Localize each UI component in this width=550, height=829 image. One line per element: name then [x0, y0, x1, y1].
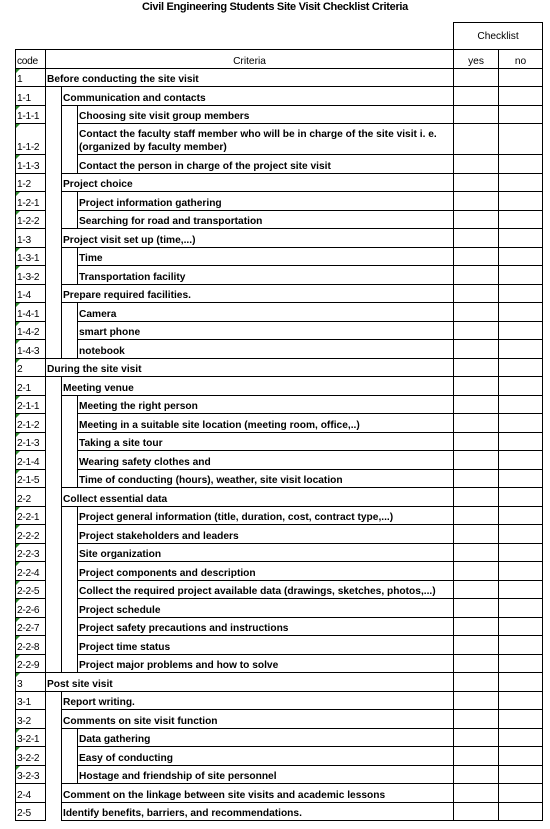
- row-criteria: Camera: [78, 303, 454, 322]
- row-code: 2-2-7: [16, 617, 46, 636]
- row-code: 1-1-3: [16, 155, 46, 174]
- criteria-header: Criteria: [46, 50, 454, 69]
- yes-checkbox[interactable]: [454, 488, 499, 507]
- yes-checkbox[interactable]: [454, 802, 499, 821]
- row-code: 1-1-1: [16, 105, 46, 124]
- indent-cell: [46, 192, 62, 211]
- row-criteria: Collect essential data: [62, 488, 454, 507]
- indent-cell: [62, 599, 78, 618]
- yes-checkbox[interactable]: [454, 124, 499, 155]
- yes-checkbox[interactable]: [454, 765, 499, 784]
- table-row: [16, 210, 543, 229]
- row-code: 2-2-2: [16, 525, 46, 544]
- no-checkbox[interactable]: [499, 340, 543, 359]
- indent-cell: [62, 654, 78, 673]
- yes-checkbox[interactable]: [454, 87, 499, 106]
- row-criteria: Comments on site visit function: [62, 710, 454, 729]
- no-checkbox[interactable]: [499, 155, 543, 174]
- row-code: 2-2-9: [16, 654, 46, 673]
- indent-cell: [46, 562, 62, 581]
- table-row: [16, 691, 543, 710]
- no-checkbox[interactable]: [499, 451, 543, 470]
- indent-cell: [46, 710, 62, 729]
- no-checkbox[interactable]: [499, 525, 543, 544]
- indent-cell: [46, 414, 62, 433]
- row-criteria: smart phone: [78, 321, 454, 340]
- yes-checkbox[interactable]: [454, 728, 499, 747]
- row-criteria: Identify benefits, barriers, and recommendations.: [62, 802, 454, 821]
- no-checkbox[interactable]: [499, 173, 543, 192]
- table-row: [16, 747, 543, 766]
- no-checkbox[interactable]: [499, 432, 543, 451]
- table-row: [16, 599, 543, 618]
- no-checkbox[interactable]: [499, 636, 543, 655]
- no-checkbox[interactable]: [499, 124, 543, 155]
- indent-cell: [62, 580, 78, 599]
- yes-checkbox[interactable]: [454, 340, 499, 359]
- yes-checkbox[interactable]: [454, 747, 499, 766]
- no-checkbox[interactable]: [499, 87, 543, 106]
- checklist-rows: [16, 68, 543, 821]
- row-code: 2-2-5: [16, 580, 46, 599]
- table-row: [16, 266, 543, 285]
- yes-checkbox[interactable]: [454, 229, 499, 248]
- yes-checkbox[interactable]: [454, 525, 499, 544]
- no-checkbox[interactable]: [499, 784, 543, 803]
- no-checkbox[interactable]: [499, 673, 543, 692]
- indent-cell: [62, 321, 78, 340]
- indent-cell: [62, 303, 78, 322]
- table-row: [16, 432, 543, 451]
- row-criteria: Report writing.: [62, 691, 454, 710]
- indent-cell: [46, 525, 62, 544]
- row-code: 2-1-1: [16, 395, 46, 414]
- indent-cell: [46, 105, 62, 124]
- table-row: [16, 765, 543, 784]
- no-checkbox[interactable]: [499, 284, 543, 303]
- no-checkbox[interactable]: [499, 802, 543, 821]
- indent-cell: [46, 340, 62, 359]
- indent-cell: [46, 124, 62, 155]
- indent-cell: [46, 784, 62, 803]
- yes-checkbox[interactable]: [454, 68, 499, 87]
- table-row: [16, 636, 543, 655]
- table-row: [16, 802, 543, 821]
- yes-checkbox[interactable]: [454, 784, 499, 803]
- yes-checkbox[interactable]: [454, 580, 499, 599]
- indent-cell: [46, 87, 62, 106]
- row-criteria: Project components and description: [78, 562, 454, 581]
- yes-checkbox[interactable]: [454, 155, 499, 174]
- table-row: [16, 192, 543, 211]
- row-criteria: Meeting in a suitable site location (meeting room, office,..): [78, 414, 454, 433]
- row-code: 2-2-6: [16, 599, 46, 618]
- checklist-table: [15, 22, 543, 821]
- table-row: [16, 105, 543, 124]
- row-code: 1-2: [16, 173, 46, 192]
- table-row: [16, 543, 543, 562]
- row-code: 2-4: [16, 784, 46, 803]
- indent-cell: [46, 654, 62, 673]
- row-criteria: Collect the required project available data (drawings, sketches, photos,...): [78, 580, 454, 599]
- row-criteria: Data gathering: [78, 728, 454, 747]
- yes-checkbox[interactable]: [454, 691, 499, 710]
- no-checkbox[interactable]: [499, 395, 543, 414]
- yes-checkbox[interactable]: [454, 562, 499, 581]
- yes-checkbox[interactable]: [454, 377, 499, 396]
- table-row: [16, 395, 543, 414]
- indent-cell: [46, 506, 62, 525]
- row-criteria: Project time status: [78, 636, 454, 655]
- yes-checkbox[interactable]: [454, 451, 499, 470]
- row-criteria: Prepare required facilities.: [62, 284, 454, 303]
- yes-checkbox[interactable]: [454, 636, 499, 655]
- row-code: 2-1-5: [16, 469, 46, 488]
- row-criteria: Meeting the right person: [78, 395, 454, 414]
- indent-cell: [46, 617, 62, 636]
- indent-cell: [46, 173, 62, 192]
- no-checkbox[interactable]: [499, 469, 543, 488]
- table-row: [16, 340, 543, 359]
- yes-checkbox[interactable]: [454, 358, 499, 377]
- yes-checkbox[interactable]: [454, 173, 499, 192]
- row-criteria: Project major problems and how to solve: [78, 654, 454, 673]
- row-code: 3-2: [16, 710, 46, 729]
- indent-cell: [62, 451, 78, 470]
- table-row: [16, 710, 543, 729]
- row-criteria: Hostage and friendship of site personnel: [78, 765, 454, 784]
- indent-cell: [46, 543, 62, 562]
- indent-cell: [46, 469, 62, 488]
- row-code: 2-2-3: [16, 543, 46, 562]
- table-row: [16, 155, 543, 174]
- no-checkbox[interactable]: [499, 229, 543, 248]
- no-checkbox[interactable]: [499, 210, 543, 229]
- table-row: [16, 506, 543, 525]
- yes-checkbox[interactable]: [454, 303, 499, 322]
- indent-cell: [46, 432, 62, 451]
- indent-cell: [46, 802, 62, 821]
- row-criteria: Project information gathering: [78, 192, 454, 211]
- indent-cell: [46, 395, 62, 414]
- row-criteria: notebook: [78, 340, 454, 359]
- no-header: no: [499, 50, 543, 69]
- row-code: 3-2-2: [16, 747, 46, 766]
- yes-checkbox[interactable]: [454, 247, 499, 266]
- yes-checkbox[interactable]: [454, 543, 499, 562]
- indent-cell: [46, 321, 62, 340]
- row-code: 1-1: [16, 87, 46, 106]
- no-checkbox[interactable]: [499, 747, 543, 766]
- indent-cell: [62, 562, 78, 581]
- checklist-header: Checklist: [454, 23, 543, 50]
- no-checkbox[interactable]: [499, 654, 543, 673]
- indent-cell: [62, 124, 78, 155]
- table-row: [16, 414, 543, 433]
- row-criteria-line2: (organized by faculty member): [79, 142, 227, 153]
- yes-checkbox[interactable]: [454, 469, 499, 488]
- row-criteria: Project choice: [62, 173, 454, 192]
- indent-cell: [46, 303, 62, 322]
- yes-checkbox[interactable]: [454, 432, 499, 451]
- no-checkbox[interactable]: [499, 765, 543, 784]
- indent-cell: [62, 506, 78, 525]
- yes-checkbox[interactable]: [454, 210, 499, 229]
- table-row: [16, 303, 543, 322]
- row-code: 3-2-1: [16, 728, 46, 747]
- no-checkbox[interactable]: [499, 266, 543, 285]
- no-checkbox[interactable]: [499, 358, 543, 377]
- row-code: 2-2-4: [16, 562, 46, 581]
- row-code: 2: [16, 358, 46, 377]
- table-row: [16, 87, 543, 106]
- indent-cell: [62, 747, 78, 766]
- yes-checkbox[interactable]: [454, 414, 499, 433]
- no-checkbox[interactable]: [499, 728, 543, 747]
- indent-cell: [62, 728, 78, 747]
- row-criteria: Time: [78, 247, 454, 266]
- page-title: Civil Engineering Students Site Visit Checklist Criteria: [141, 1, 408, 13]
- row-criteria: Time of conducting (hours), weather, site visit location: [78, 469, 454, 488]
- row-code: 3-2-3: [16, 765, 46, 784]
- row-code: 1-1-2: [16, 124, 46, 155]
- row-criteria: Project stakeholders and leaders: [78, 525, 454, 544]
- table-row: [16, 525, 543, 544]
- table-row: [16, 488, 543, 507]
- yes-checkbox[interactable]: [454, 654, 499, 673]
- yes-checkbox[interactable]: [454, 192, 499, 211]
- table-row: [16, 617, 543, 636]
- row-code: 1-3-2: [16, 266, 46, 285]
- yes-checkbox[interactable]: [454, 266, 499, 285]
- yes-checkbox[interactable]: [454, 321, 499, 340]
- no-checkbox[interactable]: [499, 247, 543, 266]
- table-row: [16, 321, 543, 340]
- no-checkbox[interactable]: [499, 617, 543, 636]
- yes-checkbox[interactable]: [454, 617, 499, 636]
- indent-cell: [46, 599, 62, 618]
- row-criteria: Project general information (title, duration, cost, contract type,...): [78, 506, 454, 525]
- indent-cell: [46, 580, 62, 599]
- indent-cell: [46, 451, 62, 470]
- row-criteria: Meeting venue: [62, 377, 454, 396]
- no-checkbox[interactable]: [499, 710, 543, 729]
- indent-cell: [62, 395, 78, 414]
- table-row: [16, 247, 543, 266]
- no-checkbox[interactable]: [499, 192, 543, 211]
- table-row: [16, 358, 543, 377]
- table-row: [16, 673, 543, 692]
- row-code: 1-4-2: [16, 321, 46, 340]
- row-code: 1-2-1: [16, 192, 46, 211]
- row-criteria: Choosing site visit group members: [78, 105, 454, 124]
- yes-checkbox[interactable]: [454, 599, 499, 618]
- indent-cell: [46, 155, 62, 174]
- no-checkbox[interactable]: [499, 105, 543, 124]
- no-checkbox[interactable]: [499, 68, 543, 87]
- no-checkbox[interactable]: [499, 506, 543, 525]
- yes-checkbox[interactable]: [454, 673, 499, 692]
- indent-cell: [62, 617, 78, 636]
- yes-checkbox[interactable]: [454, 506, 499, 525]
- row-criteria: Project visit set up (time,...): [62, 229, 454, 248]
- row-code: 1-4: [16, 284, 46, 303]
- indent-cell: [62, 543, 78, 562]
- indent-cell: [62, 247, 78, 266]
- indent-cell: [62, 155, 78, 174]
- table-row: [16, 173, 543, 192]
- indent-cell: [46, 229, 62, 248]
- table-row: [16, 654, 543, 673]
- no-checkbox[interactable]: [499, 543, 543, 562]
- row-criteria: During the site visit: [46, 358, 454, 377]
- indent-cell: [46, 728, 62, 747]
- row-code: 2-1-3: [16, 432, 46, 451]
- indent-cell: [46, 636, 62, 655]
- row-criteria: Site organization: [78, 543, 454, 562]
- row-criteria: Transportation facility: [78, 266, 454, 285]
- row-criteria: Easy of conducting: [78, 747, 454, 766]
- table-row: [16, 229, 543, 248]
- table-row: [16, 728, 543, 747]
- table-row: [16, 284, 543, 303]
- indent-cell: [46, 377, 62, 396]
- no-checkbox[interactable]: [499, 414, 543, 433]
- no-checkbox[interactable]: [499, 303, 543, 322]
- row-criteria: Searching for road and transportation: [78, 210, 454, 229]
- row-code: 2-2-1: [16, 506, 46, 525]
- yes-checkbox[interactable]: [454, 284, 499, 303]
- table-row: [16, 580, 543, 599]
- yes-checkbox[interactable]: [454, 395, 499, 414]
- row-criteria-line1: Contact the faculty staff member who will be in charge of the site visit i. e.: [79, 129, 437, 140]
- table-row: [16, 469, 543, 488]
- no-checkbox[interactable]: [499, 599, 543, 618]
- indent-cell: [62, 765, 78, 784]
- indent-cell: [62, 525, 78, 544]
- indent-cell: [46, 691, 62, 710]
- indent-cell: [62, 266, 78, 285]
- row-criteria: Project schedule: [78, 599, 454, 618]
- row-code: 2-2: [16, 488, 46, 507]
- indent-cell: [46, 488, 62, 507]
- code-header: code: [16, 50, 46, 69]
- row-criteria: Taking a site tour: [78, 432, 454, 451]
- no-checkbox[interactable]: [499, 377, 543, 396]
- row-criteria: Contact the person in charge of the project site visit: [78, 155, 454, 174]
- row-criteria: Wearing safety clothes and: [78, 451, 454, 470]
- indent-cell: [46, 765, 62, 784]
- row-code: 2-1: [16, 377, 46, 396]
- no-checkbox[interactable]: [499, 321, 543, 340]
- row-criteria: Before conducting the site visit: [46, 68, 454, 87]
- row-code: 1-2-2: [16, 210, 46, 229]
- indent-cell: [46, 247, 62, 266]
- row-code: 2-1-2: [16, 414, 46, 433]
- table-row: [16, 562, 543, 581]
- indent-cell: [62, 105, 78, 124]
- yes-checkbox[interactable]: [454, 105, 499, 124]
- indent-cell: [62, 192, 78, 211]
- table-row: [16, 784, 543, 803]
- table-row: [16, 124, 543, 155]
- row-code: 1-4-1: [16, 303, 46, 322]
- indent-cell: [62, 469, 78, 488]
- row-code: 2-1-4: [16, 451, 46, 470]
- no-checkbox[interactable]: [499, 580, 543, 599]
- no-checkbox[interactable]: [499, 691, 543, 710]
- indent-cell: [62, 414, 78, 433]
- row-criteria: Project safety precautions and instructions: [78, 617, 454, 636]
- indent-cell: [62, 210, 78, 229]
- row-code: 2-5: [16, 802, 46, 821]
- indent-cell: [46, 747, 62, 766]
- indent-cell: [46, 210, 62, 229]
- header-blank: [16, 23, 454, 50]
- row-code: 1-3: [16, 229, 46, 248]
- row-code: 1: [16, 68, 46, 87]
- row-code: 3-1: [16, 691, 46, 710]
- no-checkbox[interactable]: [499, 488, 543, 507]
- row-code: 2-2-8: [16, 636, 46, 655]
- row-code: 1-3-1: [16, 247, 46, 266]
- indent-cell: [46, 266, 62, 285]
- table-row: [16, 68, 543, 87]
- indent-cell: [62, 340, 78, 359]
- row-criteria: Comment on the linkage between site visits and academic lessons: [62, 784, 454, 803]
- row-criteria: [78, 124, 454, 155]
- yes-checkbox[interactable]: [454, 710, 499, 729]
- row-criteria: Post site visit: [46, 673, 454, 692]
- row-criteria: Communication and contacts: [62, 87, 454, 106]
- row-code: 3: [16, 673, 46, 692]
- indent-cell: [62, 636, 78, 655]
- table-row: [16, 377, 543, 396]
- no-checkbox[interactable]: [499, 562, 543, 581]
- table-row: [16, 451, 543, 470]
- indent-cell: [62, 432, 78, 451]
- indent-cell: [46, 284, 62, 303]
- yes-header: yes: [454, 50, 499, 69]
- row-code: 1-4-3: [16, 340, 46, 359]
